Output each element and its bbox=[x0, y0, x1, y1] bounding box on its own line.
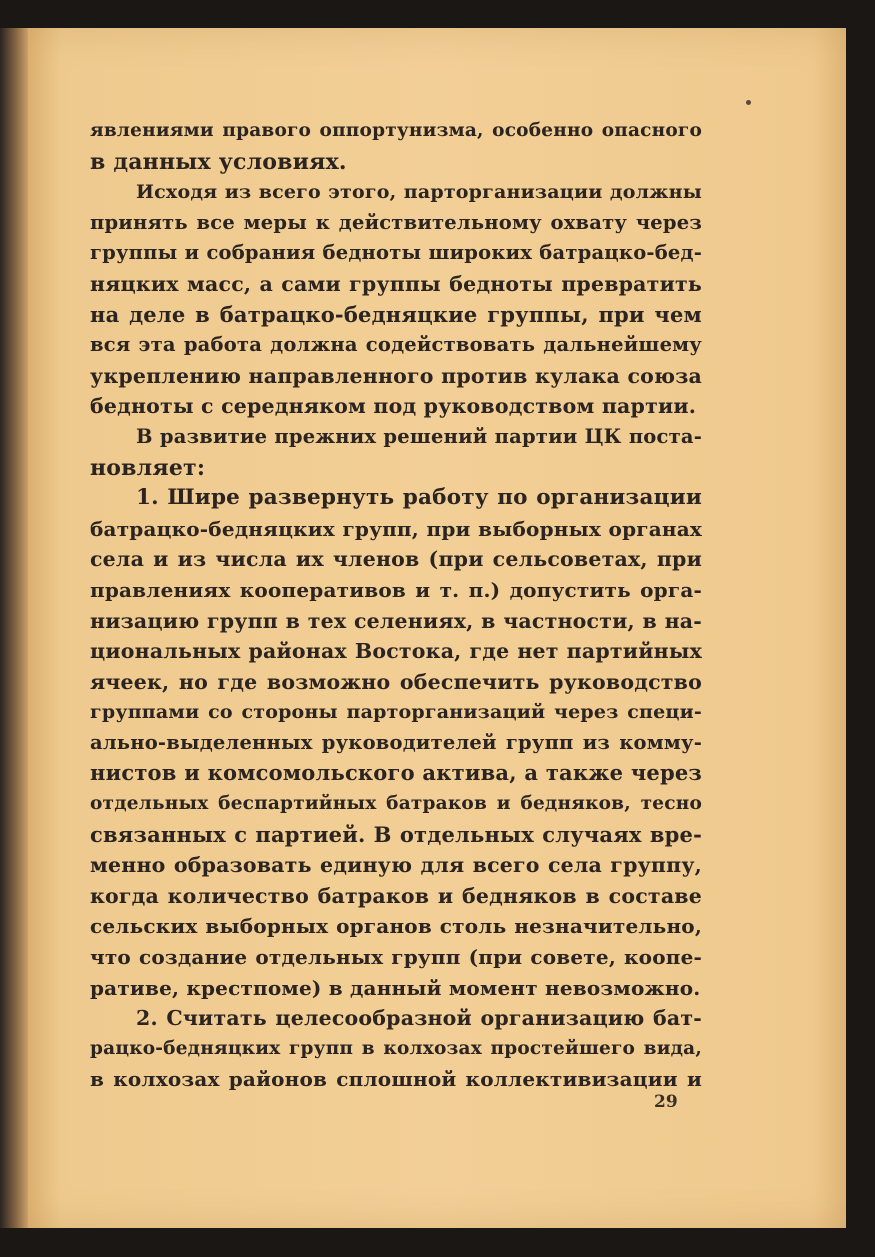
text-line: батрацко-бедняцких групп, при выборных органах bbox=[90, 516, 702, 541]
text-line: 2. Считать целесообразной организацию бат- bbox=[136, 1006, 702, 1031]
text-line: правлениях кооперативов и т. п.) допустить орга- bbox=[90, 577, 702, 602]
text-line: нистов и комсомольского актива, а также через bbox=[90, 760, 702, 786]
text-line: новляет: bbox=[90, 454, 206, 481]
text-line: менно образовать единую для всего села группу, bbox=[90, 853, 702, 878]
paper-speck bbox=[746, 100, 751, 105]
text-line: циональных районах Востока, где нет партийных bbox=[90, 639, 702, 664]
page-number: 29 bbox=[654, 1092, 678, 1112]
text-line: в данных условиях. bbox=[90, 148, 347, 175]
text-line: ративе, крестпоме) в данный момент невозможно. bbox=[90, 975, 701, 1000]
text-line: сельских выборных органов столь незначительно, bbox=[90, 914, 702, 939]
text-line: 1. Шире развернуть работу по организации bbox=[136, 485, 702, 511]
text-line: укреплению направленного против кулака союза bbox=[90, 363, 702, 388]
text-line: в колхозах районов сплошной коллективизации и bbox=[90, 1067, 702, 1092]
text-line: явлениями правого оппортунизма, особенно опасного bbox=[90, 120, 702, 141]
text-line: ячеек, но где возможно обеспечить руководство bbox=[90, 669, 702, 694]
text-line: В развитие прежних решений партии ЦК поста- bbox=[136, 424, 702, 448]
text-line: что создание отдельных групп (при совете, коопе- bbox=[90, 945, 702, 970]
text-line: группы и собрания бедноты широких батрацко-бед- bbox=[90, 241, 702, 265]
text-line: на деле в батрацко-бедняцкие группы, при чем bbox=[90, 301, 702, 327]
text-line: рацко-бедняцких групп в колхозах простейшего вида, bbox=[90, 1037, 702, 1059]
text-line: ально-выделенных руководителей групп из комму- bbox=[90, 730, 702, 754]
text-line: села и из числа их членов (при сельсоветах, при bbox=[90, 547, 702, 572]
text-line: принять все меры к действительному охвату через bbox=[90, 210, 702, 234]
text-line: группами со стороны парторганизаций через специ- bbox=[90, 701, 702, 724]
text-line: вся эта работа должна содействовать дальнейшему bbox=[90, 333, 702, 357]
text-line: Исходя из всего этого, парторганизации должны bbox=[136, 181, 702, 204]
text-line: когда количество батраков и бедняков в составе bbox=[90, 883, 702, 908]
text-line: няцких масс, а сами группы бедноты превратить bbox=[90, 271, 702, 296]
text-line: связанных с партией. В отдельных случаях вре- bbox=[90, 821, 702, 847]
text-line: бедноты с середняком под руководством партии. bbox=[90, 394, 697, 419]
book-binding-edge bbox=[0, 28, 28, 1228]
text-line: отдельных беспартийных батраков и бедняков, тесно bbox=[90, 793, 702, 815]
body-text bbox=[90, 116, 702, 1095]
text-line: низацию групп в тех селениях, в частности, в на- bbox=[90, 608, 702, 633]
